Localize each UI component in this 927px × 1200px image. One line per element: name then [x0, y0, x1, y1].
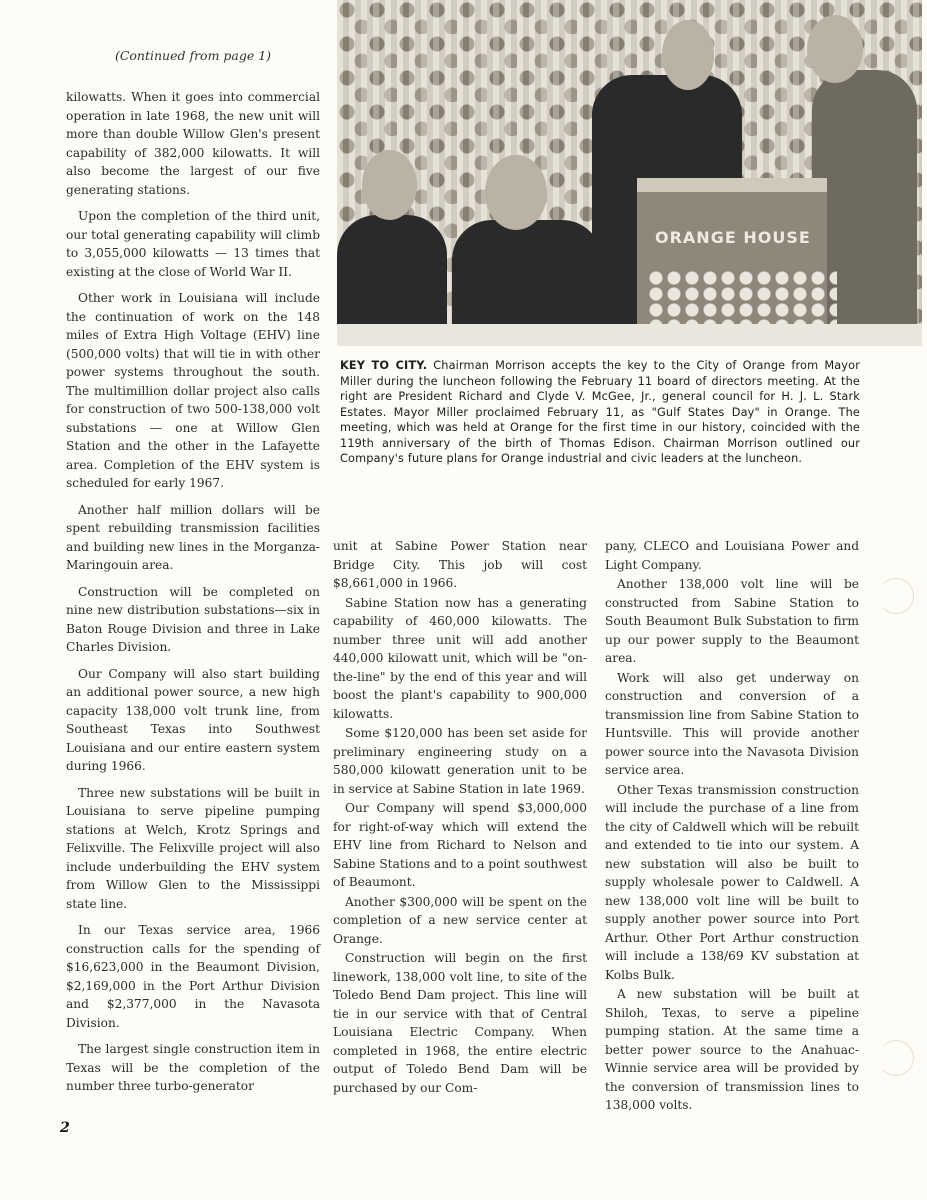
paragraph: unit at Sabine Power Station near Bridge City. This job will cost $8,661,000 in 1966. — [333, 539, 587, 590]
paragraph: Another half million dollars will be spent rebuilding transmission facilities and building new lines in the Morganza-Maringouin area. — [66, 502, 320, 572]
middle-column — [333, 537, 587, 1098]
caption-text: Chairman Morrison accepts the key to the City of Orange from Mayor Miller during the luncheon following the February 11 board of directors meeting. At the right are President Richard and Clyde V. McGee, Jr., general council for H. J. L. Stark Estates. Mayor Miller proclaimed February 11, as "Gulf States Day" in Orange. The meeting, which was held at Orange for the first time in our history, coincided with the 119th anniversary of the birth of Thomas Edison. Chairman Morrison outlined our Company's future plans for Orange industrial and civic leaders at the luncheon. — [340, 359, 860, 465]
punch-hole-mark — [878, 578, 914, 614]
photo-caption — [340, 358, 860, 467]
paragraph: Other work in Louisiana will include the continuation of work on the 148 miles of Extra High Voltage (EHV) line (500,000 volts) that will tie in with other power systems throughout the south. The multimillion dollar project also calls for construction of two 500-138,000 volt substations — one at Willow Glen Station and the other in the Lafayette area. Completion of the EHV system is scheduled for early 1967. — [66, 291, 320, 490]
paragraph: Three new substations will be built in Louisiana to serve pipeline pumping stations at Welch, Krotz Springs and Felixville. The Felixville project will also include underbuilding the EHV system from Willow Glen to the Mississippi state line. — [66, 785, 320, 911]
paragraph: Another $300,000 will be spent on the completion of a new service center at Orange. — [333, 894, 587, 946]
paragraph: Our Company will also start building an additional power source, a new high capacity 138,000 volt trunk line, from Southeast Texas into Southwest Louisiana and our entire eastern system during 1966. — [66, 666, 320, 773]
head-table — [337, 324, 922, 346]
paragraph: The largest single construction item in Texas will be the completion of the number three turbo-generator — [66, 1042, 320, 1093]
head — [485, 155, 547, 230]
paragraph: Some $120,000 has been set aside for preliminary engineering study on a 580,000 kilowatt generation unit to be in service at Sabine Station in late 1969. — [333, 726, 587, 796]
key-to-city-photo — [337, 0, 922, 346]
paragraph: Upon the completion of the third unit, our total generating capability will climb to 3,055,000 kilowatts — 13 times that existing at the close of World War II. — [66, 209, 320, 279]
paragraph: Work will also get underway on construction and conversion of a transmission line from Sabine Station to Huntsville. This will provide another power source into the Navasota Division service area. — [605, 670, 859, 777]
head — [662, 20, 714, 90]
paragraph: Sabine Station now has a generating capability of 460,000 kilowatts. The number three unit will add another 440,000 kilowatt unit, which will be "on-the-line" by the end of this year and will boost the plant's capability to 900,000 kilowatts. — [333, 595, 587, 721]
right-column — [605, 537, 859, 1116]
paragraph: Construction will be completed on nine new distribution substations—six in Baton Rouge Division and three in Lake Charles Division. — [66, 584, 320, 654]
paragraph: A new substation will be built at Shiloh, Texas, to serve a pipeline pumping station. At the same time a better power source to the Anahuac-Winnie service area will be provided by the conversion of transmission lines to 138,000 volts. — [605, 987, 859, 1112]
paragraph: Other Texas transmission construction will include the purchase of a line from the city of Caldwell which will be rebuilt and extended to tie into our system. A new substation will also be built to supply wholesale power to Caldwell. A new 138,000 volt line will be built to supply another power source into Port Arthur. Other Port Arthur construction will include a 138/69 KV substation at Kolbs Bulk. — [605, 782, 859, 982]
caption-lead: KEY TO CITY. — [340, 359, 428, 372]
paragraph: Another 138,000 volt line will be constructed from Sabine Station to South Beaumont Bulk Substation to firm up our power supply to the Beaumont area. — [605, 577, 859, 665]
paragraph: Construction will begin on the first linework, 138,000 volt line, to site of the Toledo Bend Dam project. This line will tie in our service with that of Central Louisiana Electric Company. When completed in 1968, the entire electric output of Toledo Bend Dam will be purchased by our Com- — [333, 951, 587, 1095]
flower-arrangement — [647, 270, 837, 330]
paragraph: In our Texas service area, 1966 construction calls for the spending of $16,623,000 in the Beaumont Division, $2,169,000 in the Port Arthur Division and $2,377,000 in the Navasota Division. — [66, 923, 320, 1030]
page-number: 2 — [60, 1120, 70, 1136]
paragraph: kilowatts. When it goes into commercial operation in late 1968, the new unit will more than double Willow Glen's present capability of 382,000 kilowatts. It will also become the largest of our five generating stations. — [66, 90, 320, 197]
podium-label: ORANGE HOUSE — [655, 228, 811, 247]
head — [807, 15, 863, 83]
punch-hole-mark — [878, 1040, 914, 1076]
left-column — [66, 88, 320, 1104]
continued-note: (Continued from page 1) — [114, 48, 272, 63]
head — [362, 150, 417, 220]
paragraph: pany, CLECO and Louisiana Power and Light Company. — [605, 539, 859, 572]
paragraph: Our Company will spend $3,000,000 for right-of-way which will extend the EHV line from Richard to Nelson and Sabine Stations and to a point southwest of Beaumont. — [333, 801, 587, 889]
